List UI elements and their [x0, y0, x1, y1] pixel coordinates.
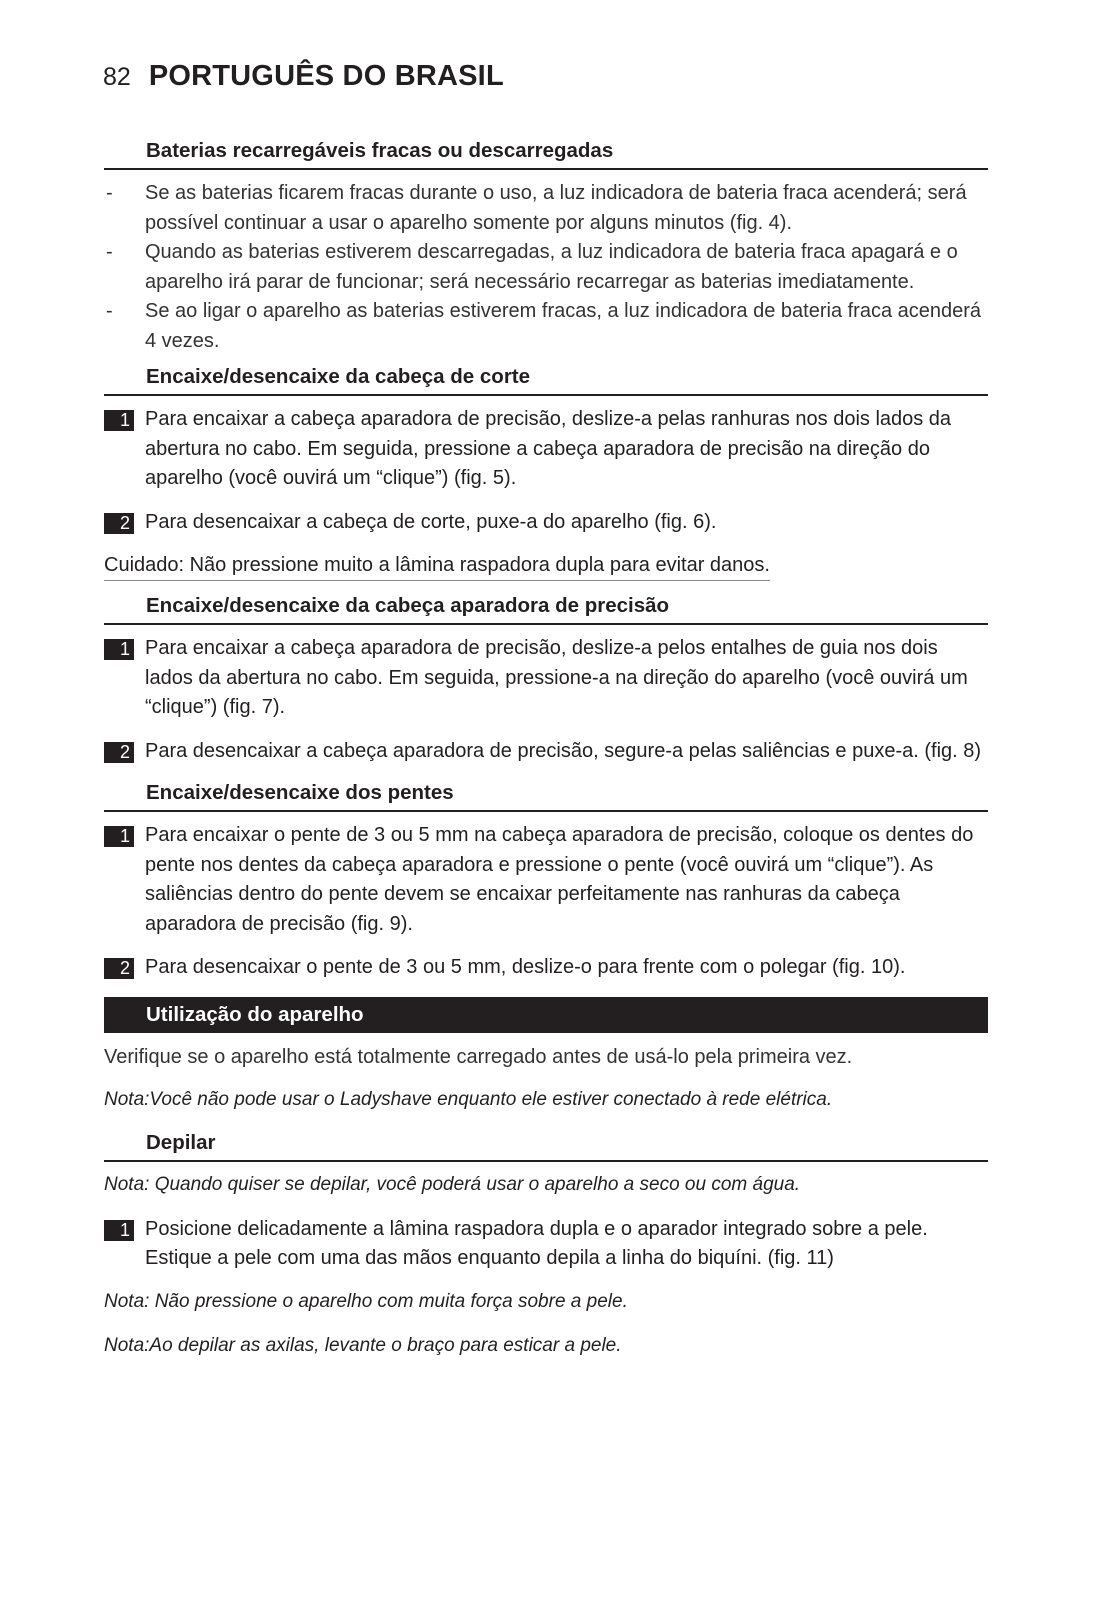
step-item — [104, 634, 988, 723]
page-number: 82 — [103, 63, 131, 91]
step-text: Para encaixar a cabeça aparadora de precisão, deslize-a pelas ranhuras nos dois lados da abertura no cabo. Em seguida, pressione a cabeça aparadora de precisão na direção do aparelho (você ouvirá um “clique”) (fig. 5). — [145, 408, 952, 489]
step-text: Posicione delicadamente a lâmina raspadora dupla e o aparador integrado sobre a pele. Estique a pele com uma das mãos enquanto depila a linha do biquíni. (fig. 11) — [145, 1217, 928, 1269]
step-text: Para desencaixar a cabeça de corte, puxe-a do aparelho (fig. 6). — [145, 510, 717, 533]
page-title: PORTUGUÊS DO BRASIL — [148, 60, 504, 92]
step-item — [104, 508, 988, 538]
step-number-badge: 1 — [104, 639, 134, 660]
step-number-badge: 2 — [104, 958, 134, 979]
step-text: Para encaixar o pente de 3 ou 5 mm na cabeça aparadora de precisão, coloque os dentes do pente nos dentes da cabeça aparadora e pressione o pente (você ouvirá um “clique”). As saliências dentro do pente devem se encaixar perfeitamente nas ranhuras da cabeça aparadora de precisão (fig. 9). — [145, 824, 974, 935]
list-item — [104, 297, 988, 356]
step-number-badge: 1 — [104, 1220, 134, 1241]
instruction-text: Verifique se o aparelho está totalmente carregado antes de usá-lo pela primeira vez. — [104, 1045, 853, 1068]
step-number-badge: 1 — [104, 826, 134, 847]
section-heading-using-appliance: Utilização do aparelho — [104, 997, 988, 1033]
step-text: Para desencaixar a cabeça aparadora de precisão, segure-a pelas saliências e puxe-a. (fig. 8) — [145, 739, 982, 762]
section-heading-combs: Encaixe/desencaixe dos pentes — [104, 780, 988, 812]
dash-bullet-icon: - — [106, 300, 113, 322]
step-item — [104, 953, 988, 983]
step-number-badge: 2 — [104, 513, 134, 534]
step-text: Para encaixar a cabeça aparadora de precisão, deslize-a pelos entalhes de guia nos dois lados da abertura no cabo. Em seguida, pressione-a na direção do aparelho (você ouvirá um “clique”) (fig. 7). — [145, 637, 968, 718]
section-heading-cutting-head: Encaixe/desencaixe da cabeça de corte — [104, 364, 988, 396]
list-item-text: Se as baterias ficarem fracas durante o uso, a luz indicadora de bateria fraca acenderá; será possível continuar a usar o aparelho somente por alguns minutos (fig. 4). — [145, 182, 967, 234]
step-number-badge: 2 — [104, 742, 134, 763]
step-item — [104, 737, 988, 767]
dash-bullet-icon: - — [106, 182, 113, 204]
battery-list — [104, 179, 988, 356]
list-item-text: Quando as baterias estiverem descarregadas, a luz indicadora de bateria fraca apagará e o aparelho irá parar de funcionar; será necessário recarregar as baterias imediatamente. — [145, 241, 958, 293]
note-text: Nota:Ao depilar as axilas, levante o braço para esticar a pele. — [104, 1334, 622, 1356]
section-heading-precision-trimmer: Encaixe/desencaixe da cabeça aparadora de precisão — [104, 593, 988, 625]
step-item — [104, 1215, 988, 1274]
caution-text: Cuidado: Não pressione muito a lâmina raspadora dupla para evitar danos. — [104, 551, 770, 581]
page-header — [103, 60, 504, 93]
note-text: Nota: Quando quiser se depilar, você poderá usar o aparelho a seco ou com água. — [104, 1173, 801, 1195]
dash-bullet-icon: - — [106, 241, 113, 263]
step-number-badge: 1 — [104, 410, 134, 431]
step-item — [104, 821, 988, 939]
note-text: Nota: Não pressione o aparelho com muita força sobre a pele. — [104, 1290, 628, 1312]
page-content — [104, 138, 988, 1376]
section-heading-depilate: Depilar — [104, 1130, 988, 1162]
list-item-text: Se ao ligar o aparelho as baterias estiverem fracas, a luz indicadora de bateria fraca acenderá 4 vezes. — [145, 300, 982, 352]
note-text: Nota:Você não pode usar o Ladyshave enquanto ele estiver conectado à rede elétrica. — [104, 1088, 833, 1110]
list-item — [104, 179, 988, 238]
step-text: Para desencaixar o pente de 3 ou 5 mm, deslize-o para frente com o polegar (fig. 10). — [145, 956, 906, 978]
step-item — [104, 405, 988, 494]
section-heading-batteries: Baterias recarregáveis fracas ou descarregadas — [104, 138, 988, 170]
list-item — [104, 238, 988, 297]
